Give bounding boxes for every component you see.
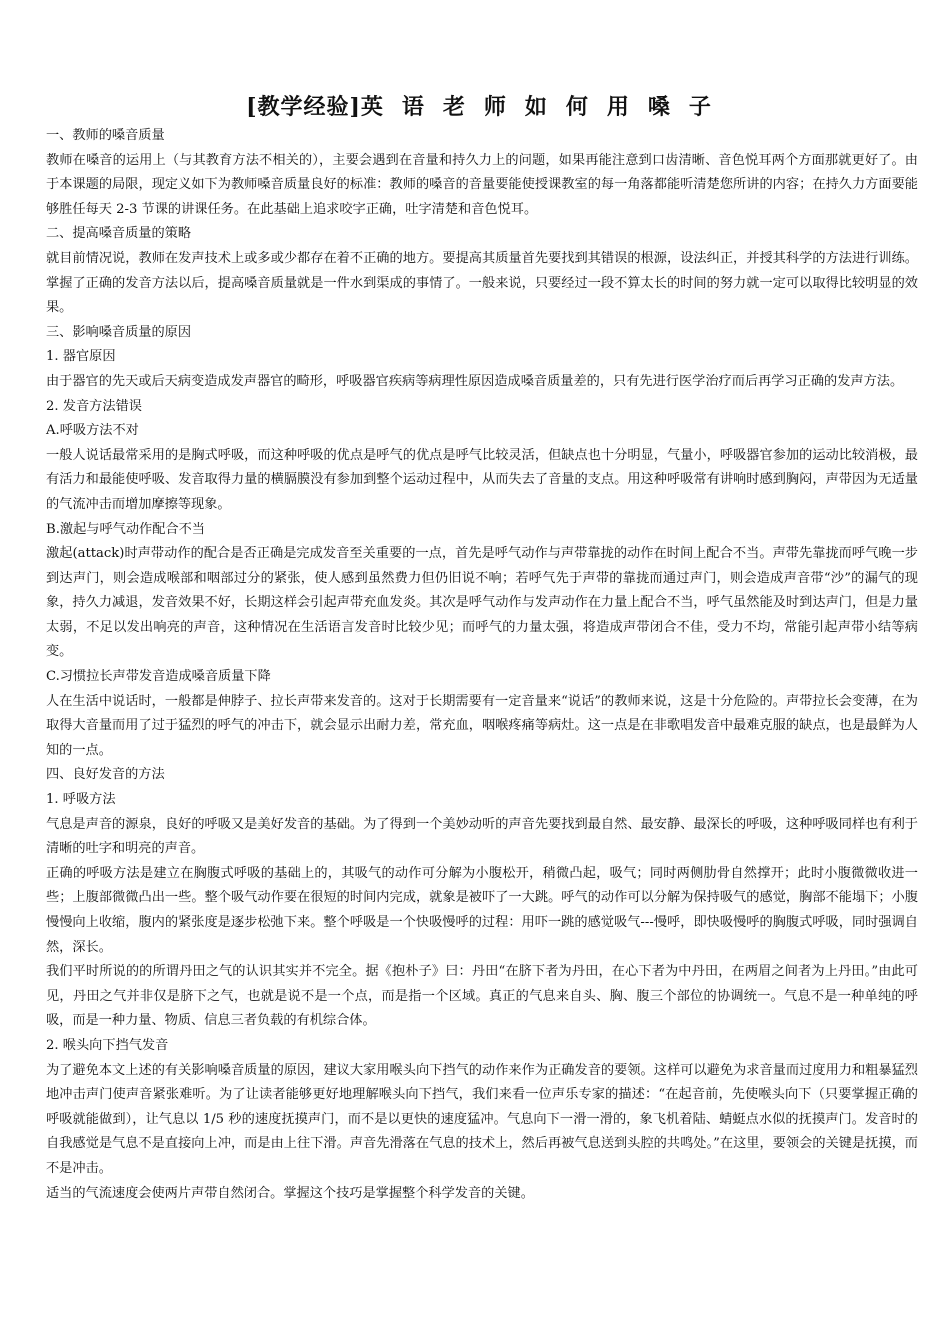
section-heading: C.习惯拉长声带发音造成嗓音质量下降 — [46, 669, 271, 685]
section-heading: 一、教师的嗓音质量 — [46, 128, 165, 143]
body-paragraph: 气息是声音的源泉，良好的呼吸又是美好发音的基础。为了得到一个美妙动听的声音先要找到最自然、最安静、最深长的呼吸，这种呼吸同样也有利于清晰的吐字和明亮的声音。 — [46, 816, 918, 857]
body-paragraph: 就目前情况说，教师在发声技术上或多或少都存在着不正确的地方。要提高其质量首先要找到其错误的根源，设法纠正，并授其科学的方法进行训练。掌握了正确的发音方法以后，提高嗓音质量就是一件水到渠成的事情了。一般来说，只要经过一段不算太长的时间的努力就一定可以取得比较明显的效果。 — [46, 250, 918, 316]
section-heading: B.激起与呼气动作配合不当 — [46, 521, 205, 537]
title-prefix: [教学经验] — [246, 94, 361, 120]
section-heading: A.呼吸方法不对 — [46, 423, 139, 439]
body-paragraph: 为了避免本文上述的有关影响嗓音质量的原因，建议大家用喉头向下挡气的动作来作为正确发音的要领。这样可以避免为求音量而过度用力和粗暴猛烈地冲击声门使声音紧张难听。为了让读者能够更好地理解喉头向下挡气，我们来看一位声乐专家的描述：“在起音前，先使喉头向下（只要掌握正确的呼吸就能做到），让气息以 1/5 秒的速度抚摸声门，而不是以更快的速度猛冲。气息向下一滑一滑的，象飞机着陆、蜻蜓点水似的抚摸声门。发音时的自我感觉是气息不是直接向上冲，而是由上往下滑。声音先滑落在气息的技术上，然后再被气息送到头腔的共鸣处。”在这里，要领会的关键是抚摸，而不是冲击。 — [46, 1062, 918, 1176]
body-paragraph: 正确的呼吸方法是建立在胸腹式呼吸的基础上的，其吸气的动作可分解为小腹松开，稍微凸起，吸气；同时两侧肋骨自然撑开；此时小腹微微收进一些；上腹部微微凸出一些。整个吸气动作要在很短的时间内完成，就象是被吓了一大跳。呼气的动作可以分解为保持吸气的感觉，胸部不能塌下；小腹慢慢向上收缩，腹内的紧张度是逐步松弛下来。整个呼吸是一个快吸慢呼的过程：用吓一跳的感觉吸气---慢呼，即快吸慢呼的胸腹式呼吸，同时强调自然，深长。 — [46, 865, 918, 955]
body-paragraph: 我们平时所说的的所谓丹田之气的认识其实并不完全。据《抱朴子》曰：丹田“在脐下者为丹田，在心下者为中丹田，在两眉之间者为上丹田。”由此可见，丹田之气并非仅是脐下之气，也就是说不是一个点，而是指一个区域。真正的气息来自头、胸、腹三个部位的协调统一。气息不是一种单纯的呼吸，而是一种力量、物质、信息三者负载的有机综合体。 — [46, 964, 918, 1029]
section-heading: 二、提高嗓音质量的策略 — [46, 226, 192, 242]
title-main: 英语老师如何用嗓子 — [360, 94, 730, 120]
section-heading: 2. 发音方法错误 — [46, 398, 142, 414]
section-heading: 三、影响嗓音质量的原因 — [46, 324, 192, 340]
document-page — [46, 94, 918, 1206]
body-paragraph: 由于器官的先天或后天病变造成发声器官的畸形，呼吸器官疾病等病理性原因造成嗓音质量差的，只有先进行医学治疗而后再学习正确的发声方法。 — [46, 373, 904, 389]
body-paragraph: 适当的气流速度会使两片声带自然闭合。掌握这个技巧是掌握整个科学发音的关键。 — [46, 1185, 534, 1201]
section-heading: 1. 呼吸方法 — [46, 792, 116, 808]
body-paragraph: 教师在嗓音的运用上（与其教育方法不相关的），主要会遇到在音量和持久力上的问题，如果再能注意到口齿清晰、音色悦耳两个方面那就更好了。由于本课题的局限，现定义如下为教师嗓音质量良好的标准：教师的嗓音的音量要能使授课教室的每一角落都能听清楚您所讲的内容；在持久力方面要能够胜任每天 2-3 节课的讲课任务。在此基础上追求咬字正确，吐字清楚和音色悦耳。 — [46, 152, 918, 217]
body-paragraph: 人在生活中说话时，一般都是伸脖子、拉长声带来发音的。这对于长期需要有一定音量来“说话”的教师来说，这是十分危险的。声带拉长会变薄，在为取得大音量而用了过于猛烈的呼气的冲击下，就会显示出耐力差，常充血，咽喉疼痛等病灶。这一点是在非歌唱发音中最难克服的缺点，也是最鲜为人知的一点。 — [46, 693, 918, 758]
section-heading: 1. 器官原因 — [46, 349, 116, 365]
document-body — [46, 124, 918, 1206]
body-paragraph: 一般人说话最常采用的是胸式呼吸，而这种呼吸的优点是呼气的优点是呼气比较灵活，但缺点也十分明显，气量小，呼吸器官参加的运动比较消极，最有活力和最能使呼吸、发音取得力量的横膈膜没有参加到整个运动过程中，从而失去了音量的支点。用这种呼吸常有讲响时感到胸闷，声带因为无适量的气流冲击而增加摩擦等现象。 — [46, 447, 918, 512]
document-title — [46, 94, 918, 120]
section-heading: 2. 喉头向下挡气发音 — [46, 1037, 169, 1053]
section-heading: 四、良好发音的方法 — [46, 767, 165, 783]
body-paragraph: 激起(attack)时声带动作的配合是否正确是完成发音至关重要的一点，首先是呼气动作与声带靠拢的动作在时间上配合不当。声带先靠拢而呼气晚一步到达声门，则会造成喉部和咽部过分的紧张，使人感到虽然费力但仍旧说不响；若呼气先于声带的靠拢而通过声门，则会造成声音带“沙”的漏气的现象，持久力减退，发音效果不好，长期这样会引起声带充血发炎。其次是呼气动作与发声动作在力量上配合不当，呼气虽然能及时到达声门，但是力量太弱，不足以发出响亮的声音，这种情况在生活语言发音时比较少见；而呼气的力量太强，将造成声带闭合不佳，受力不均，常能引起声带小结等病变。 — [46, 546, 918, 660]
